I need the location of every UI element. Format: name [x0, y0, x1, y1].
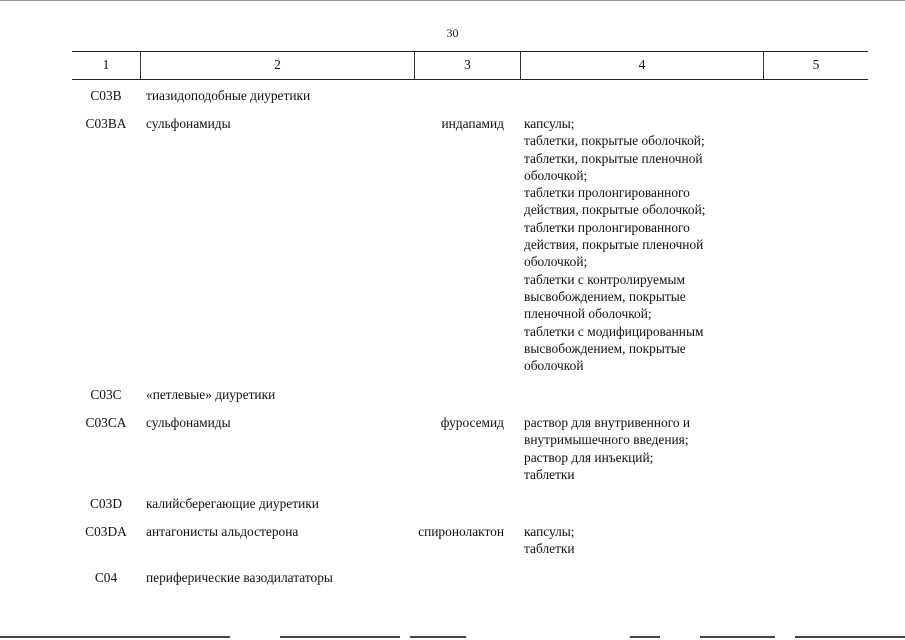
scan-edge-bottom [0, 636, 230, 638]
dosage-form-line: таблетки с модифицированным [524, 323, 704, 339]
atc-code: C03D [90, 496, 122, 511]
column-header-1: 1 [102, 57, 110, 72]
atc-group-name: антагонисты альдостерона [146, 524, 299, 539]
dosage-form-line: таблетки с контролируемым [524, 271, 685, 287]
column-header-3: 3 [464, 57, 471, 72]
page-number: 30 [446, 26, 459, 40]
drug-name: фуросемид [440, 415, 504, 430]
dosage-form-line: оболочкой; [524, 167, 588, 183]
dosage-forms [524, 523, 575, 558]
dosage-form-line: таблетки, покрытые оболочкой; [524, 133, 705, 149]
column-header-5: 5 [812, 57, 820, 72]
dosage-form-line: действия, покрытые оболочкой; [524, 202, 706, 218]
atc-code: C03C [90, 387, 122, 402]
dosage-forms [524, 115, 705, 374]
dosage-form-line: таблетки [524, 466, 575, 482]
dosage-forms [524, 414, 690, 483]
column-header-2: 2 [274, 57, 281, 72]
dosage-form-line: оболочкой [524, 358, 584, 374]
scan-edge-bottom [700, 636, 775, 638]
dosage-form-line: раствор для внутривенного и [524, 415, 691, 430]
dosage-form-line: таблетки пролонгированного [524, 185, 690, 201]
atc-group-name: калийсберегающие диуретики [146, 496, 319, 511]
dosage-form-line: пленочной оболочкой; [524, 306, 652, 322]
dosage-form-line: капсулы; [524, 524, 575, 539]
atc-group-name: сульфонамиды [146, 116, 231, 131]
dosage-form-line: таблетки, покрытые пленочной [524, 150, 703, 166]
column-header-4: 4 [638, 57, 646, 72]
scan-edge-top [0, 0, 905, 1]
atc-group-name: сульфонамиды [146, 415, 231, 430]
dosage-form-line: высвобождением, покрытые [524, 288, 686, 304]
dosage-form-line: оболочкой; [524, 254, 588, 270]
dosage-form-line: внутримышечного введения; [524, 432, 689, 448]
atc-group-name: периферические вазодилататоры [146, 570, 333, 585]
atc-group-name: тиазидоподобные диуретики [146, 88, 311, 103]
dosage-form-line: действия, покрытые пленочной [524, 237, 704, 253]
atc-code: C03BA [85, 116, 127, 131]
scan-edge-bottom [280, 636, 400, 638]
drug-name: индапамид [441, 116, 504, 131]
dosage-form-line: таблетки пролонгированного [524, 219, 690, 235]
header-bottom-rule [72, 79, 868, 80]
atc-code: C03DA [85, 524, 127, 539]
dosage-form-line: раствор для инъекций; [524, 449, 654, 465]
drug-name: спиронолактон [418, 524, 504, 539]
atc-group-name: «петлевые» диуретики [146, 387, 276, 402]
scan-edge-bottom [410, 636, 466, 638]
dosage-form-line: высвобождением, покрытые [524, 340, 686, 356]
atc-code: C04 [94, 570, 118, 585]
atc-code: C03B [90, 88, 122, 103]
dosage-form-line: таблетки [524, 541, 575, 557]
header-top-rule [72, 51, 868, 52]
scan-edge-bottom [630, 636, 660, 638]
atc-code: C03CA [85, 415, 127, 430]
scan-edge-bottom [795, 636, 905, 638]
dosage-form-line: капсулы; [524, 116, 575, 131]
